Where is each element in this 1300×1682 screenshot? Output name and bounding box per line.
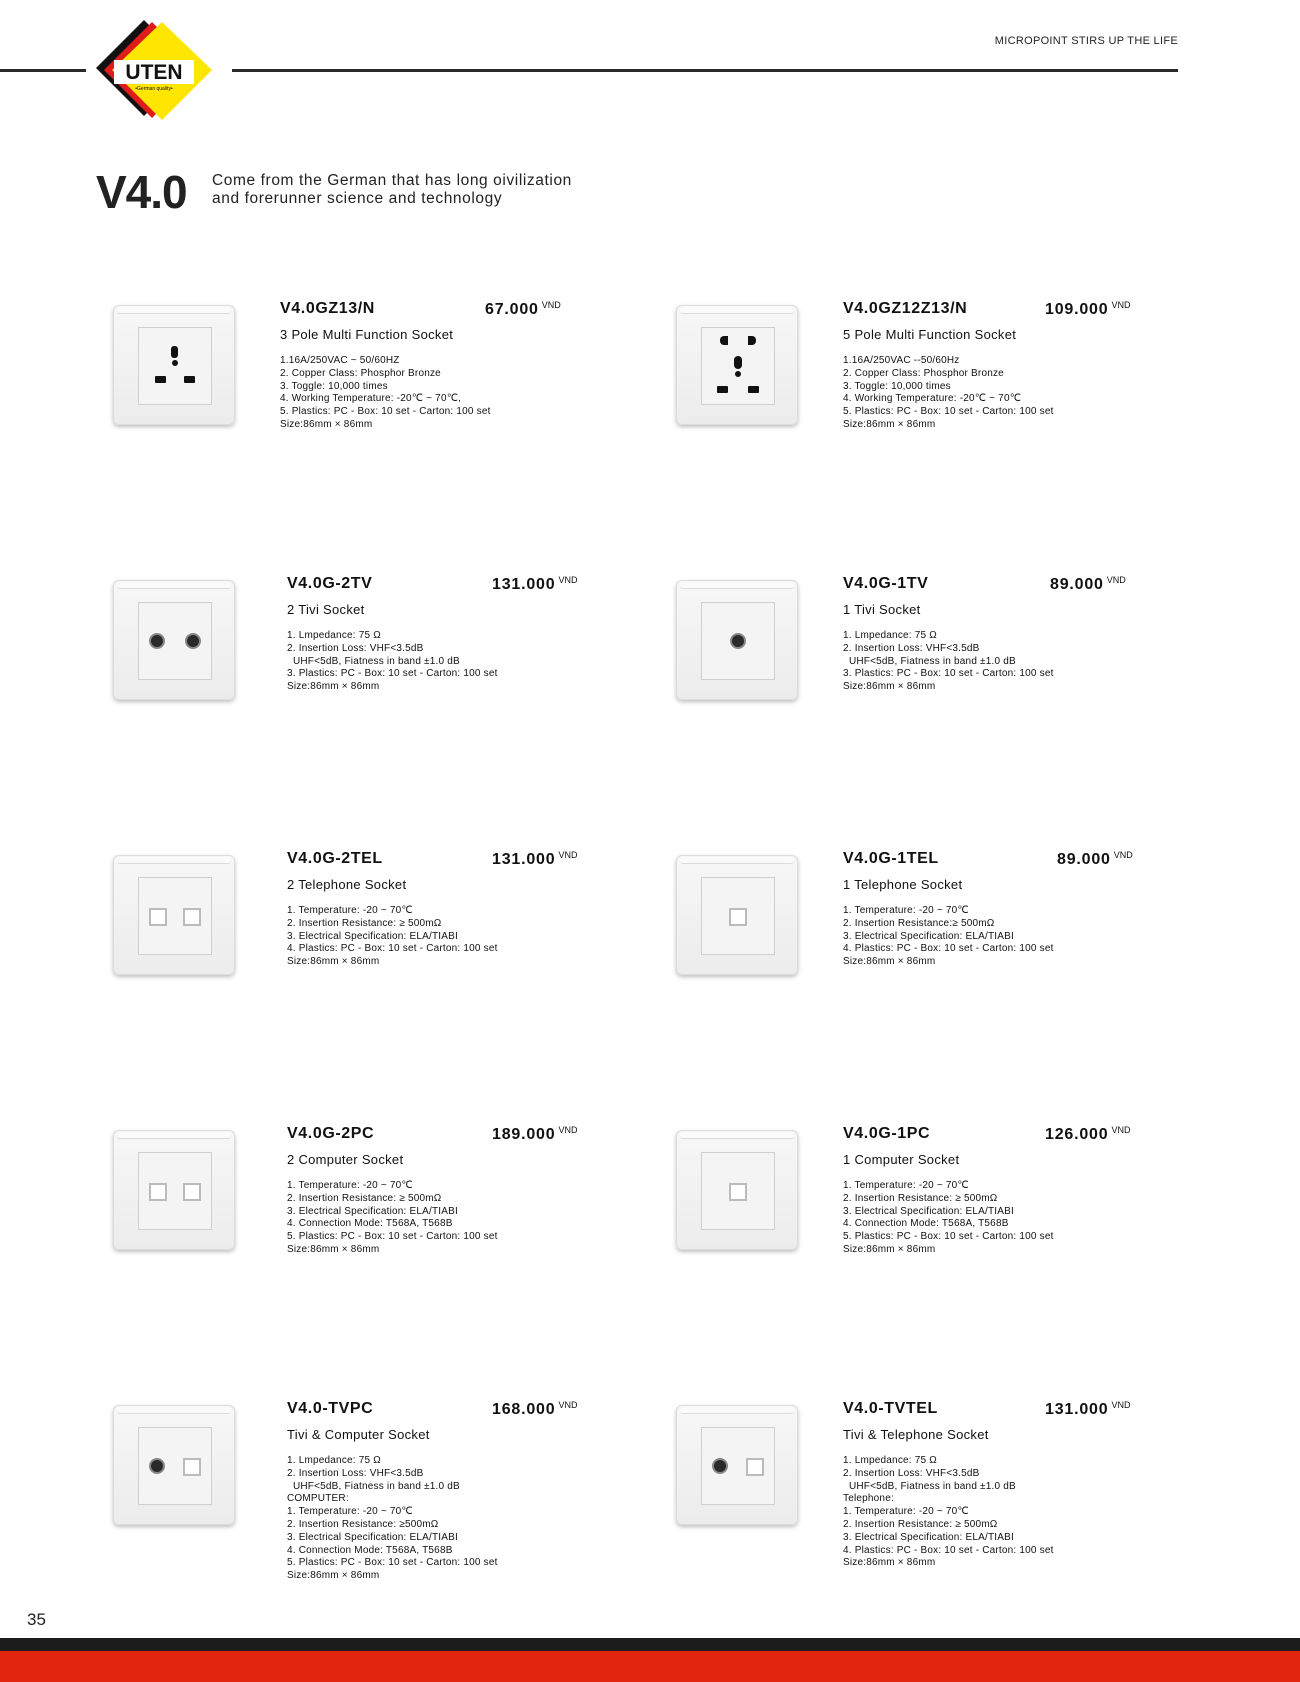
product-price bbox=[1057, 850, 1133, 869]
price-currency: VND bbox=[558, 1400, 578, 1410]
price-currency: VND bbox=[1111, 1400, 1131, 1410]
header-rule-right bbox=[232, 69, 1178, 72]
spec-line: 2. Copper Class: Phosphor Bronze bbox=[843, 367, 1004, 379]
product-card bbox=[658, 1400, 1218, 1640]
coax-jack-icon bbox=[187, 635, 199, 647]
spec-line: 2. Insertion Loss: VHF<3.5dB bbox=[287, 642, 424, 654]
spec-line: Size:86mm × 86mm bbox=[287, 956, 380, 968]
product-card bbox=[658, 1125, 1218, 1365]
coax-jack-icon bbox=[151, 1460, 163, 1472]
spec-line: 2. Insertion Resistance: ≥ 500mΩ bbox=[287, 917, 442, 929]
plate-edge bbox=[680, 1132, 794, 1139]
product-model: V4.0G-2PC bbox=[287, 1125, 375, 1142]
coax-jack-icon bbox=[714, 1460, 726, 1472]
plate-edge bbox=[117, 582, 231, 589]
spec-line: Size:86mm × 86mm bbox=[280, 418, 373, 430]
spec-line: 1. Temperature: -20 ~ 70℃ bbox=[843, 905, 969, 916]
rj-port-icon bbox=[183, 908, 201, 926]
product-model: V4.0-TVPC bbox=[287, 1400, 374, 1417]
spec-line: 2. Insertion Resistance: ≥ 500mΩ bbox=[843, 1518, 998, 1530]
price-currency: VND bbox=[558, 850, 578, 860]
spec-line: 4. Working Temperature: -20℃ ~ 70℃, bbox=[280, 393, 462, 405]
product-name: 2 Tivi Socket bbox=[287, 602, 365, 617]
socket-pin-icon bbox=[734, 356, 742, 369]
spec-line: 2. Insertion Loss: VHF<3.5dB bbox=[843, 1467, 980, 1479]
product-specs bbox=[843, 1455, 1054, 1570]
coax-jack-icon bbox=[151, 635, 163, 647]
socket-pin-icon bbox=[720, 336, 728, 345]
product-name: 2 Computer Socket bbox=[287, 1152, 404, 1167]
spec-line: 3. Electrical Specification: ELA/TIABI bbox=[843, 1205, 1015, 1217]
product-price bbox=[1045, 1400, 1130, 1419]
spec-line: Size:86mm × 86mm bbox=[843, 418, 936, 430]
spec-line: 4. Plastics: PC - Box: 10 set - Carton: 100 set bbox=[287, 943, 498, 955]
spec-line: 3. Plastics: PC - Box: 10 set - Carton: 100 set bbox=[843, 668, 1054, 680]
spec-line: 2. Insertion Loss: VHF<3.5dB bbox=[287, 1467, 424, 1479]
spec-line: 4. Connection Mode: T568A, T568B bbox=[287, 1544, 453, 1556]
product-name: 2 Telephone Socket bbox=[287, 877, 407, 892]
plate-inner-frame bbox=[138, 327, 212, 405]
product-price bbox=[492, 575, 577, 594]
price-value: 89.000 bbox=[1050, 576, 1104, 593]
svg-text:UTEN: UTEN bbox=[125, 61, 183, 84]
plate-inner-frame bbox=[138, 877, 212, 955]
product-specs bbox=[280, 355, 491, 432]
price-currency: VND bbox=[1113, 850, 1133, 860]
series-description-line: and forerunner science and technology bbox=[212, 190, 503, 207]
product-specs bbox=[843, 355, 1054, 432]
product-name: Tivi & Telephone Socket bbox=[843, 1427, 989, 1442]
spec-line: 4. Plastics: PC - Box: 10 set - Carton: 100 set bbox=[843, 1544, 1054, 1556]
product-name: 1 Computer Socket bbox=[843, 1152, 960, 1167]
product-price bbox=[1050, 575, 1126, 594]
series-title: V4.0 bbox=[96, 166, 187, 218]
spec-line: Size:86mm × 86mm bbox=[843, 1557, 936, 1569]
spec-line: 1. Lmpedance: 75 Ω bbox=[287, 1455, 381, 1466]
spec-line: Telephone: bbox=[843, 1493, 894, 1505]
plate-edge bbox=[117, 1407, 231, 1414]
plate-inner-frame bbox=[701, 1152, 775, 1230]
2-telephone-socket-icon bbox=[113, 855, 235, 975]
product-price bbox=[1045, 300, 1130, 319]
plate-inner-frame bbox=[138, 1152, 212, 1230]
product-name: 1 Tivi Socket bbox=[843, 602, 921, 617]
spec-line: UHF<5dB, Fiatness in band ±1.0 dB bbox=[287, 1480, 460, 1492]
spec-line: UHF<5dB, Fiatness in band ±1.0 dB bbox=[287, 655, 460, 667]
spec-line: 2. Insertion Loss: VHF<3.5dB bbox=[843, 642, 980, 654]
spec-line: 1. Temperature: -20 ~ 70℃ bbox=[287, 1506, 413, 1518]
series-description bbox=[212, 172, 632, 208]
spec-line: COMPUTER: bbox=[287, 1493, 349, 1505]
1-telephone-socket-icon bbox=[676, 855, 798, 975]
product-specs bbox=[843, 905, 1054, 969]
plate-edge bbox=[680, 1407, 794, 1414]
product-model: V4.0G-2TV bbox=[287, 575, 373, 592]
spec-line: Size:86mm × 86mm bbox=[843, 681, 936, 693]
series-description-line: Come from the German that has long oivilization bbox=[212, 172, 572, 189]
product-model: V4.0GZ13/N bbox=[280, 300, 375, 317]
product-name: 5 Pole Multi Function Socket bbox=[843, 327, 1017, 342]
socket-pin-icon bbox=[172, 360, 178, 366]
spec-line: 2. Insertion Resistance: ≥ 500mΩ bbox=[843, 1192, 998, 1204]
socket-pin-icon bbox=[717, 386, 728, 393]
price-currency: VND bbox=[541, 300, 561, 310]
price-value: 131.000 bbox=[492, 851, 556, 868]
spec-line: 3. Plastics: PC - Box: 10 set - Carton: 100 set bbox=[287, 668, 498, 680]
rj-port-icon bbox=[183, 1183, 201, 1201]
product-name: 1 Telephone Socket bbox=[843, 877, 963, 892]
spec-line: 5. Plastics: PC - Box: 10 set - Carton: 100 set bbox=[843, 406, 1054, 418]
product-card bbox=[95, 1400, 655, 1640]
spec-line: 1.16A/250VAC --50/60Hz bbox=[843, 355, 960, 366]
svg-text:•German quality•: •German quality• bbox=[135, 86, 173, 92]
plate-edge bbox=[680, 857, 794, 864]
rj-port-icon bbox=[183, 1458, 201, 1476]
2-computer-socket-icon bbox=[113, 1130, 235, 1250]
spec-line: 3. Toggle: 10,000 times bbox=[280, 380, 388, 392]
product-price bbox=[485, 300, 561, 319]
product-card bbox=[95, 850, 655, 1090]
header-rule-left bbox=[0, 69, 86, 72]
spec-line: 3. Electrical Specification: ELA/TIABI bbox=[843, 930, 1015, 942]
spec-line: 5. Plastics: PC - Box: 10 set - Carton: 100 set bbox=[287, 1557, 498, 1569]
spec-line: Size:86mm × 86mm bbox=[287, 681, 380, 693]
price-currency: VND bbox=[1111, 300, 1131, 310]
spec-line: Size:86mm × 86mm bbox=[843, 1243, 936, 1255]
plate-edge bbox=[117, 857, 231, 864]
product-model: V4.0-TVTEL bbox=[843, 1400, 938, 1417]
spec-line: Size:86mm × 86mm bbox=[843, 956, 936, 968]
price-value: 109.000 bbox=[1045, 301, 1109, 318]
plate-inner-frame bbox=[701, 327, 775, 405]
product-card bbox=[95, 1125, 655, 1365]
product-model: V4.0G-1TV bbox=[843, 575, 929, 592]
spec-line: Size:86mm × 86mm bbox=[287, 1570, 380, 1582]
spec-line: 2. Copper Class: Phosphor Bronze bbox=[280, 367, 441, 379]
uten-logo bbox=[94, 18, 214, 122]
product-model: V4.0GZ12Z13/N bbox=[843, 300, 968, 317]
spec-line: 1. Lmpedance: 75 Ω bbox=[843, 630, 937, 641]
plate-edge bbox=[680, 307, 794, 314]
price-currency: VND bbox=[1106, 575, 1126, 585]
socket-pin-icon bbox=[184, 376, 195, 383]
footer-band-black bbox=[0, 1638, 1300, 1651]
price-currency: VND bbox=[558, 1125, 578, 1135]
spec-line: 5. Plastics: PC - Box: 10 set - Carton: 100 set bbox=[287, 1231, 498, 1243]
rj-port-icon bbox=[149, 908, 167, 926]
spec-line: 2. Insertion Resistance: ≥ 500mΩ bbox=[287, 1192, 442, 1204]
socket-pin-icon bbox=[748, 386, 759, 393]
spec-line: 4. Working Temperature: -20℃ ~ 70℃ bbox=[843, 393, 1022, 405]
header-tagline: MICROPOINT STIRS UP THE LIFE bbox=[994, 35, 1178, 47]
2-tv-socket-icon bbox=[113, 580, 235, 700]
coax-jack-icon bbox=[732, 635, 744, 647]
price-value: 126.000 bbox=[1045, 1126, 1109, 1143]
plate-inner-frame bbox=[701, 1427, 775, 1505]
socket-pin-icon bbox=[735, 371, 741, 377]
spec-line: 1. Temperature: -20 ~ 70℃ bbox=[287, 1180, 413, 1191]
socket-pin-icon bbox=[155, 376, 166, 383]
plate-inner-frame bbox=[701, 602, 775, 680]
price-currency: VND bbox=[1111, 1125, 1131, 1135]
product-price bbox=[492, 850, 577, 869]
spec-line: 2. Insertion Resistance:≥ 500mΩ bbox=[843, 917, 995, 929]
spec-line: 1. Temperature: -20 ~ 70℃ bbox=[843, 1506, 969, 1518]
spec-line: 1. Lmpedance: 75 Ω bbox=[843, 1455, 937, 1466]
product-price bbox=[492, 1400, 577, 1419]
socket-pin-icon bbox=[171, 346, 178, 358]
rj-port-icon bbox=[729, 908, 747, 926]
product-model: V4.0G-2TEL bbox=[287, 850, 383, 867]
price-value: 131.000 bbox=[1045, 1401, 1109, 1418]
spec-line: 3. Electrical Specification: ELA/TIABI bbox=[843, 1531, 1015, 1543]
product-price bbox=[1045, 1125, 1130, 1144]
product-specs bbox=[287, 905, 498, 969]
plate-edge bbox=[117, 307, 231, 314]
spec-line: 3. Electrical Specification: ELA/TIABI bbox=[287, 930, 459, 942]
page-number: 35 bbox=[27, 1610, 46, 1629]
product-price bbox=[492, 1125, 577, 1144]
product-card bbox=[658, 575, 1218, 815]
spec-line: 4. Plastics: PC - Box: 10 set - Carton: 100 set bbox=[843, 943, 1054, 955]
product-card bbox=[658, 850, 1218, 1090]
rj-port-icon bbox=[729, 1183, 747, 1201]
product-specs bbox=[843, 630, 1054, 694]
product-name: Tivi & Computer Socket bbox=[287, 1427, 430, 1442]
product-specs bbox=[287, 1455, 498, 1583]
1-computer-socket-icon bbox=[676, 1130, 798, 1250]
tv-telephone-socket-icon bbox=[676, 1405, 798, 1525]
product-specs bbox=[287, 630, 498, 694]
plate-edge bbox=[117, 1132, 231, 1139]
plate-inner-frame bbox=[701, 877, 775, 955]
spec-line: 4. Connection Mode: T568A, T568B bbox=[287, 1218, 453, 1230]
product-name: 3 Pole Multi Function Socket bbox=[280, 327, 454, 342]
rj-port-icon bbox=[149, 1183, 167, 1201]
spec-line: 5. Plastics: PC - Box: 10 set - Carton: 100 set bbox=[843, 1231, 1054, 1243]
price-value: 189.000 bbox=[492, 1126, 556, 1143]
spec-line: 5. Plastics: PC - Box: 10 set - Carton: 100 set bbox=[280, 406, 491, 418]
price-currency: VND bbox=[558, 575, 578, 585]
product-card bbox=[95, 300, 655, 540]
5-pole-socket-icon bbox=[676, 305, 798, 425]
product-specs bbox=[843, 1180, 1054, 1257]
spec-line: 1.16A/250VAC ~ 50/60HZ bbox=[280, 355, 400, 366]
product-model: V4.0G-1TEL bbox=[843, 850, 939, 867]
rj-port-icon bbox=[746, 1458, 764, 1476]
3-pole-socket-icon bbox=[113, 305, 235, 425]
price-value: 67.000 bbox=[485, 301, 539, 318]
1-tv-socket-icon bbox=[676, 580, 798, 700]
tv-computer-socket-icon bbox=[113, 1405, 235, 1525]
spec-line: 1. Lmpedance: 75 Ω bbox=[287, 630, 381, 641]
spec-line: 1. Temperature: -20 ~ 70℃ bbox=[287, 905, 413, 916]
product-card bbox=[95, 575, 655, 815]
spec-line: UHF<5dB, Fiatness in band ±1.0 dB bbox=[843, 1480, 1016, 1492]
product-model: V4.0G-1PC bbox=[843, 1125, 931, 1142]
product-specs bbox=[287, 1180, 498, 1257]
price-value: 89.000 bbox=[1057, 851, 1111, 868]
spec-line: 3. Electrical Specification: ELA/TIABI bbox=[287, 1205, 459, 1217]
price-value: 131.000 bbox=[492, 576, 556, 593]
plate-edge bbox=[680, 582, 794, 589]
spec-line: Size:86mm × 86mm bbox=[287, 1243, 380, 1255]
plate-inner-frame bbox=[138, 1427, 212, 1505]
spec-line: 3. Electrical Specification: ELA/TIABI bbox=[287, 1531, 459, 1543]
price-value: 168.000 bbox=[492, 1401, 556, 1418]
spec-line: 3. Toggle: 10,000 times bbox=[843, 380, 951, 392]
plate-inner-frame bbox=[138, 602, 212, 680]
socket-pin-icon bbox=[748, 336, 756, 345]
spec-line: 1. Temperature: -20 ~ 70℃ bbox=[843, 1180, 969, 1191]
spec-line: 2. Insertion Resistance: ≥500mΩ bbox=[287, 1518, 439, 1530]
product-card bbox=[658, 300, 1218, 540]
spec-line: UHF<5dB, Fiatness in band ±1.0 dB bbox=[843, 655, 1016, 667]
footer-band-red bbox=[0, 1651, 1300, 1682]
spec-line: 4. Connection Mode: T568A, T568B bbox=[843, 1218, 1009, 1230]
